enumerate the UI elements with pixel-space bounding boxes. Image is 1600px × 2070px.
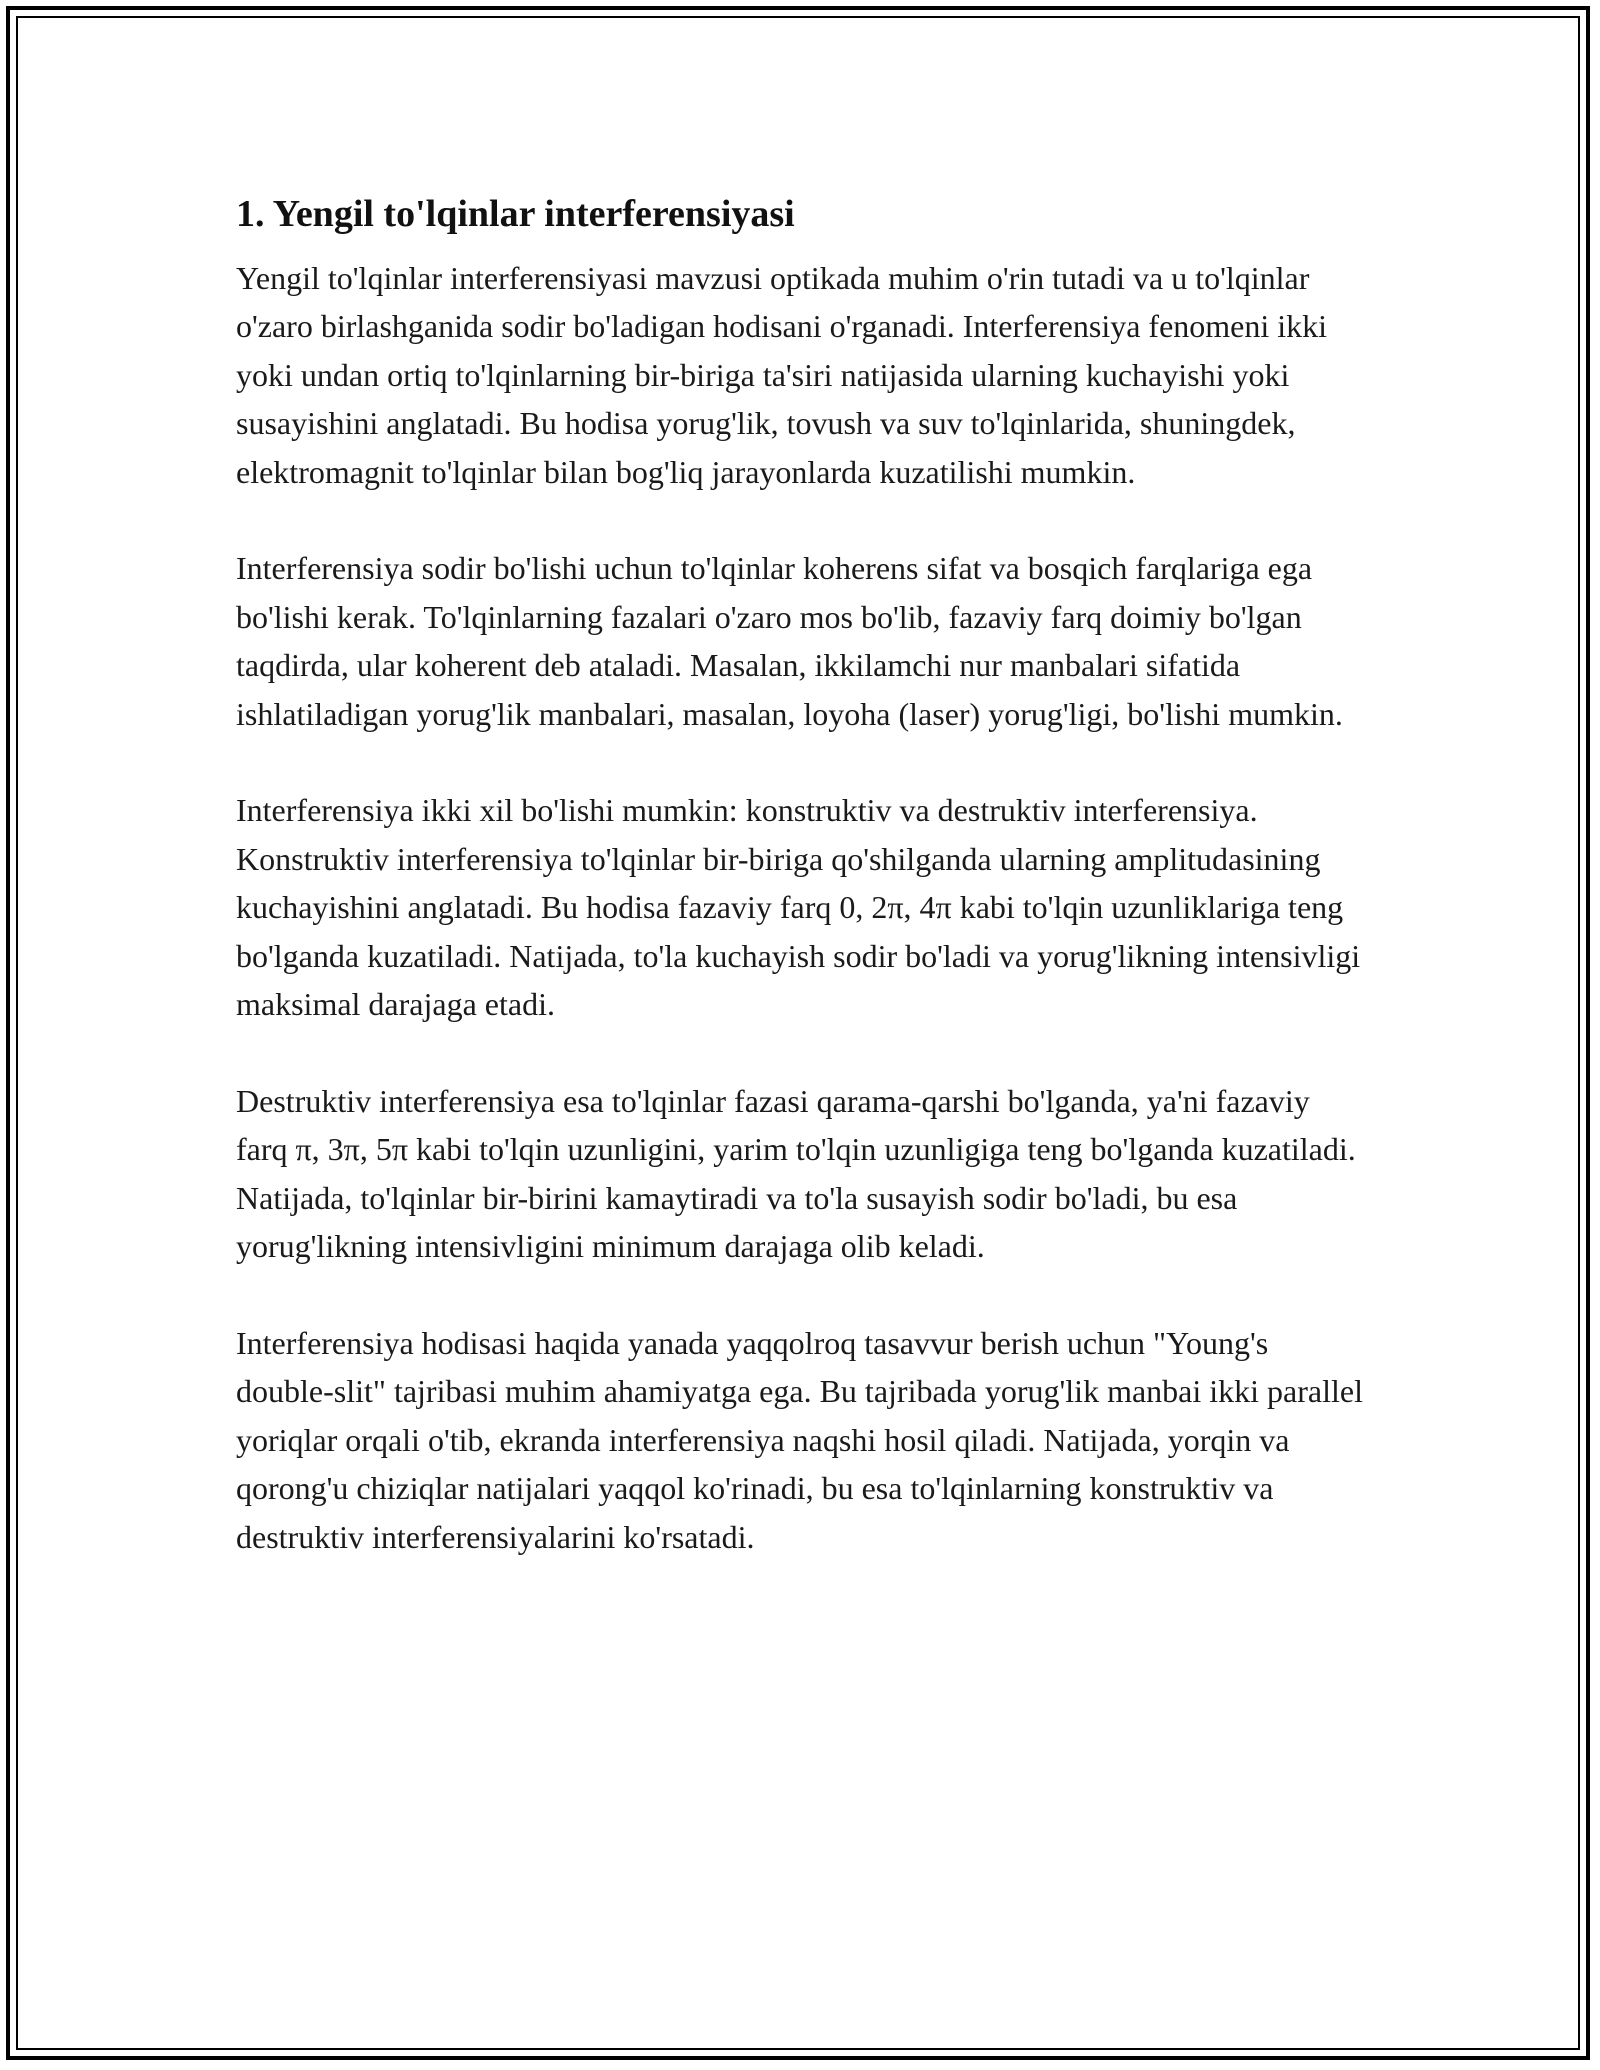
document-body (236, 186, 1366, 1609)
paragraph-constructive: Interferensiya ikki xil bo'lishi mumkin: konstruktiv va destruktiv interferensiya. Konstruktiv interferensiya to'lqinlar bir-biriga qo'shilganda ularning amplitudasining kuchayishini anglatadi. Bu hodisa fazaviy farq 0, 2π, 4π kabi to'lqin uzunliklariga teng bo'lganda kuzatiladi. Natijada, to'la kuchayish sodir bo'ladi va yorug'likning intensivligi maksimal darajaga etadi. (236, 792, 1361, 1023)
paragraph-double-slit: Interferensiya hodisasi haqida yanada yaqqolroq tasavvur berish uchun "Young's double-slit" tajribasi muhim ahamiyatga ega. Bu tajribada yorug'lik manbai ikki parallel yoriqlar orqali o'tib, ekranda interferensiya naqshi hosil qiladi. Natijada, yorqin va qorong'u chiziqlar natijalari yaqqol ko'rinadi, bu esa to'lqinlarning konstruktiv va destruktiv interferensiyalarini ko'rsatadi. (236, 1324, 1363, 1555)
paragraph-intro: Yengil to'lqinlar interferensiyasi mavzusi optikada muhim o'rin tutadi va u to'lqinlar o'zaro birlashganida sodir bo'ladigan hodisani o'rganadi. Interferensiya fenomeni ikki yoki undan ortiq to'lqinlarning bir-biriga ta'siri natijasida ularning kuchayishi yoki susayishini anglatadi. Bu hodisa yorug'lik, tovush va suv to'lqinlarida, shuningdek, elektromagnit to'lqinlar bilan bog'liq jarayonlarda kuzatilishi mumkin. (236, 260, 1328, 490)
paragraph-coherence: Interferensiya sodir bo'lishi uchun to'lqinlar koherens sifat va bosqich farqlariga ega bo'lishi kerak. To'lqinlarning fazalari o'zaro mos bo'lib, fazaviy farq doimiy bo'lgan taqdirda, ular koherent deb ataladi. Masalan, ikkilamchi nur manbalari sifatida ishlatiladigan yorug'lik manbalari, masalan, loyoha (laser) yorug'ligi, bo'lishi mumkin. (236, 550, 1343, 732)
section-heading: 1. Yengil to'lqinlar interferensiyasi (236, 193, 795, 235)
paragraph-destructive: Destruktiv interferensiya esa to'lqinlar fazasi qarama-qarshi bo'lganda, ya'ni fazaviy farq π, 3π, 5π kabi to'lqin uzunligini, yarim to'lqin uzunligiga teng bo'lganda kuzatiladi. Natijada, to'lqinlar bir-birini kamaytiradi va to'la susayish sodir bo'ladi, bu esa yorug'likning intensivligini minimum darajaga olib keladi. (236, 1082, 1356, 1265)
